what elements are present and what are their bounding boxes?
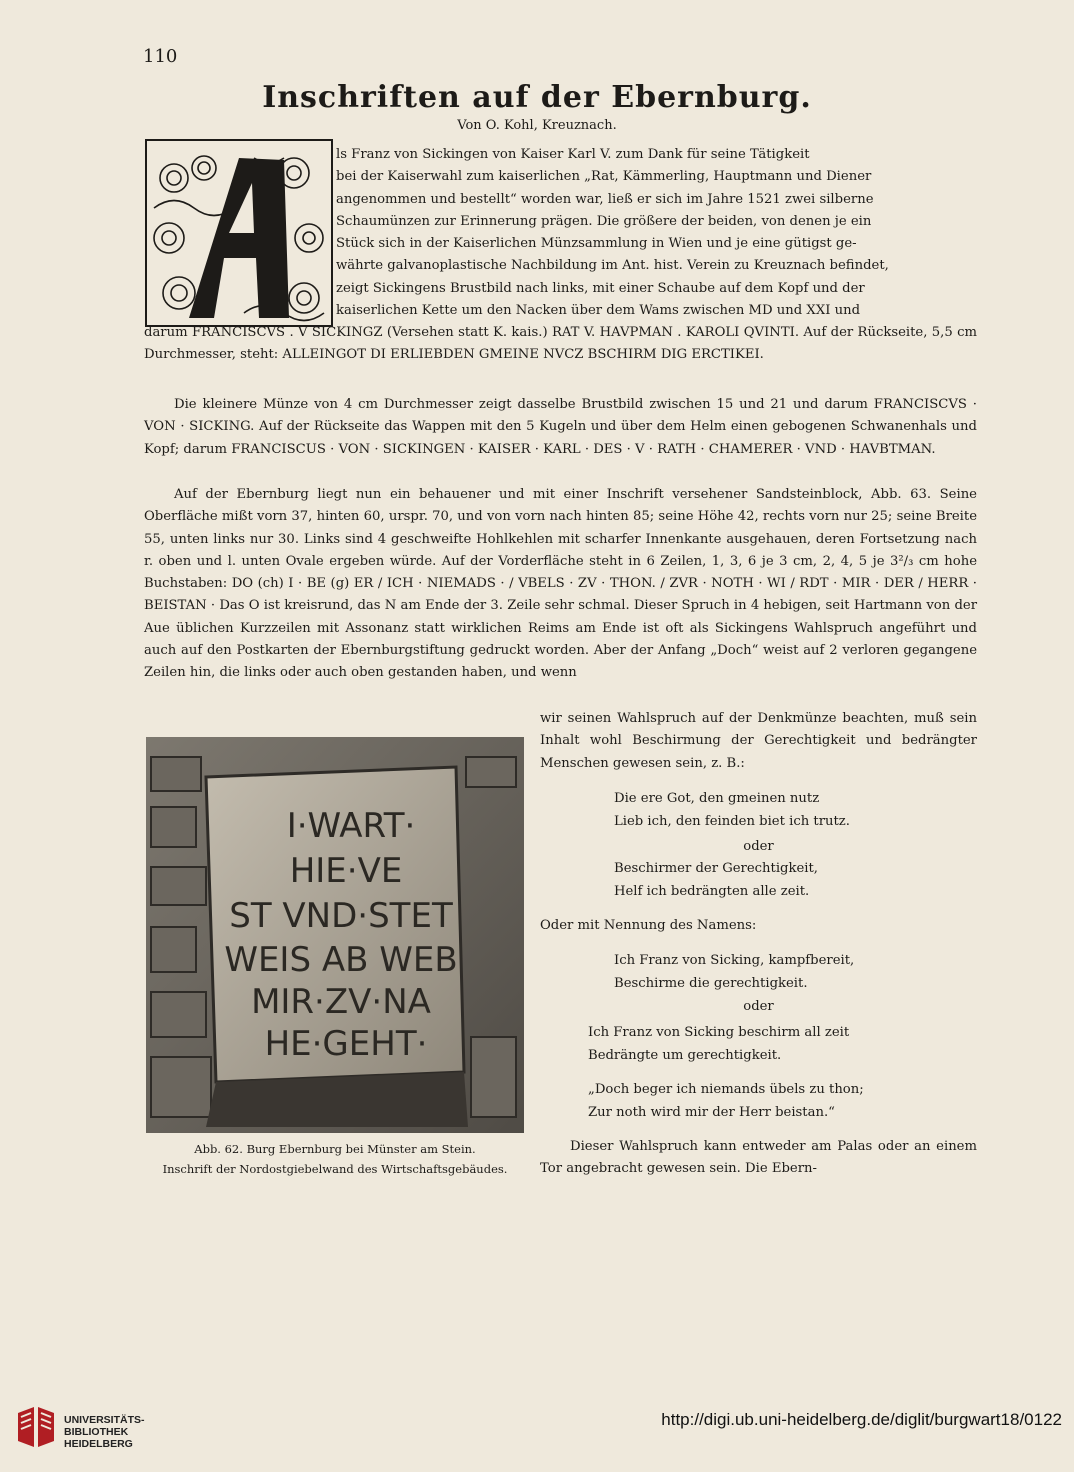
- paragraph-2: Die kleinere Münze von 4 cm Durchmesser zeigt dasselbe Brustbild zwischen 15 und 21 und darum FRANCISCVS · VON · SICKING. Auf der Rückseite das Wappen mit den 5 Kugeln und über dem Helm einen gebogenen Schwanenhals und Kopf; darum FRANCISCUS · VON · SICKINGEN · KAISER · KARL · DES · V · RATH · CHAMERER · VND · HAVBTMAN.: [144, 397, 977, 457]
- inscription-stone-photo: [146, 737, 524, 1133]
- inscription-line: ST VND·STET: [229, 896, 453, 936]
- para1-line: angenommen und bestellt“ worden war, ließ er sich im Jahre 1521 zwei silberne: [336, 191, 874, 207]
- paragraph-1-rest: darum FRANCISCVS . V SICKINGZ (Versehen statt K. kais.) RAT V. HAVPMAN . KAROLI QVINTI. Auf der Rückseite, 5,5 cm Durchmesser, steht: ALLEINGOT DI ERLIEBDEN GMEINE NVCZ BSCHIRM DIG ERCTIKEI.: [144, 325, 977, 363]
- ornamental-initial-a: [144, 138, 334, 328]
- poem-line: „Doch beger ich niemands übels zu thon;: [588, 1082, 864, 1097]
- poem-line: Helf ich bedrängten alle zeit.: [614, 883, 810, 899]
- poem-line: Die ere Got, den gmeinen nutz: [614, 791, 820, 806]
- inscription-line: WEIS AB WEB: [224, 940, 458, 980]
- figure-caption: [140, 1139, 530, 1179]
- oder-label: oder: [743, 999, 774, 1014]
- poem-line: Ich Franz von Sicking beschirm all zeit: [588, 1025, 850, 1040]
- para1-line: währte galvanoplastische Nachbildung im Ant. hist. Verein zu Kreuznach befindet,: [336, 258, 889, 274]
- poem-line: Beschirme die gerechtigkeit.: [614, 975, 808, 991]
- poem-line: Zur noth wird mir der Herr beistan.“: [588, 1104, 835, 1120]
- para1-line: zeigt Sickingens Brustbild nach links, mit einer Schaube auf dem Kopf und der: [336, 280, 865, 296]
- inscription-line: HE·GEHT·: [264, 1024, 428, 1064]
- inscription-line: I·WART·: [286, 806, 416, 846]
- initial-letter: A: [238, 280, 246, 291]
- poem-line: Ich Franz von Sicking, kampfbereit,: [614, 953, 855, 968]
- closing-paragraph: Dieser Wahlspruch kann entweder am Palas oder an einem Tor angebracht gewesen sein. Die Ebern-: [540, 1139, 977, 1177]
- source-url[interactable]: http://digi.ub.uni-heidelberg.de/diglit/burgwart18/0122: [661, 1410, 1062, 1429]
- poem-verse-1: [614, 788, 974, 833]
- poem-verse-3: [614, 950, 974, 995]
- poem-oder-2: [540, 996, 977, 1019]
- university-library-logo-icon: [14, 1403, 58, 1451]
- poem-line: Lieb ich, den feinden biet ich trutz.: [614, 813, 850, 829]
- article-author: Von O. Kohl, Kreuznach.: [457, 118, 617, 133]
- mit-namen-text: Oder mit Nennung des Namens:: [540, 918, 757, 933]
- inscription-line: MIR·ZV·NA: [251, 982, 431, 1022]
- para1-line: kaiserlichen Kette um den Nacken über dem Wams zwischen MD und XXI und: [336, 303, 861, 319]
- caption-line: Abb. 62. Burg Ebernburg bei Münster am Stein.: [194, 1142, 476, 1156]
- page-number: 110: [143, 46, 178, 67]
- poem-verse-2: [614, 858, 974, 903]
- poem-line: Bedrängte um gerechtigkeit.: [588, 1047, 782, 1063]
- para1-line: ls Franz von Sickingen von Kaiser Karl V. zum Dank für seine Tätigkeit: [336, 147, 810, 162]
- poem-oder-1: [540, 836, 977, 859]
- oder-label: oder: [743, 839, 774, 854]
- para1-line: bei der Kaiserwahl zum kaiserlichen „Rat, Kämmerling, Hauptmann und Diener: [336, 169, 872, 185]
- library-name-line: HEIDELBERG: [64, 1438, 133, 1450]
- inscription-line: HIE·VE: [289, 851, 403, 891]
- article-title: Inschriften auf der Ebernburg.: [262, 80, 812, 115]
- paragraph-1-first-lines: [336, 144, 977, 322]
- para1-line: Schaumünzen zur Erinnerung prägen. Die größere der beiden, von denen je ein: [336, 213, 872, 229]
- library-name: [64, 1414, 145, 1450]
- mit-namen-line: [540, 915, 977, 938]
- poem-verse-5: [588, 1079, 974, 1124]
- library-name-line: UNIVERSITÄTS-: [64, 1414, 145, 1426]
- poem-line: Beschirmer der Gerechtigkeit,: [614, 861, 819, 876]
- poem-verse-4: [588, 1022, 974, 1067]
- caption-line: Inschrift der Nordostgiebelwand des Wirtschaftsgebäudes.: [162, 1162, 508, 1176]
- library-name-line: BIBLIOTHEK: [64, 1426, 129, 1438]
- para1-line: Stück sich in der Kaiserlichen Münzsammlung in Wien und je eine gütigst ge-: [336, 236, 857, 252]
- paragraph-3-continued: wir seinen Wahlspruch auf der Denkmünze beachten, muß sein Inhalt wohl Beschirmung der Gerechtigkeit und bedrängter Menschen gewesen sein, z. B.:: [540, 711, 977, 771]
- paragraph-3: Auf der Ebernburg liegt nun ein behauener und mit einer Inschrift versehener Sandsteinblock, Abb. 63. Seine Oberfläche mißt vorn 37, hinten 60, urspr. 70, und von vorn nach hinten 85; seine Höhe 42, rechts vorn nur 25; seine Breite 55, unten links nur 30. Links sind 4 geschweifte Hohlkehlen mit scharfer Innenkante ausgehauen, deren Fortsetzung nach r. oben und l. unten Ovale ergeben würde. Auf der Vorderfläche steht in 6 Zeilen, 1, 3, 6 je 3 cm, 2, 4, 5 je 3²/₃ cm hohe Buchstaben: DO (ch) I · BE (g) ER / ICH · NIEMADS · / VBELS · ZV · THON. / ZVR · NOTH · WI / RDT · MIR · DER / HERR · BEISTAN · Das O ist kreisrund, das N am Ende der 3. Zeile sehr schmal. Dieser Spruch in 4 hebigen, seit Hartmann von der Aue üblichen Kurzzeilen mit Assonanz statt wirklichen Reims am Ende ist oft als Sickingens Wahlspruch angeführt und auch auf den Postkarten der Ebernburgstiftung gedruckt worden. Aber der Anfang „Doch“ weist auf 2 verloren gegangene Zeilen hin, die links oder auch oben gestanden haben, und wenn: [144, 487, 977, 681]
